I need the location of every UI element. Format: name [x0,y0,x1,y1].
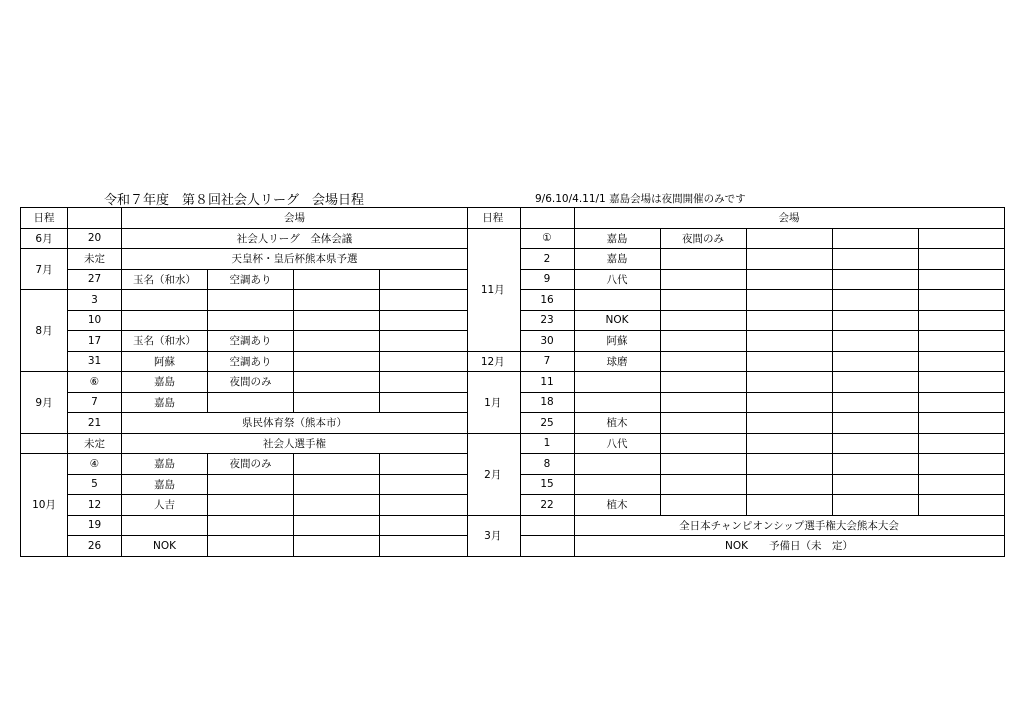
day-cell: 15 [520,474,574,495]
note-cell [660,372,746,393]
table-row [466,433,1004,454]
venue-cell [574,474,660,495]
day-cell: 5 [68,474,122,495]
table-row [466,228,1004,249]
note-cell: 空調あり [208,269,294,290]
empty-cell [832,392,918,413]
event-cell: 県民体育祭（熊本市） [122,413,468,434]
venue-cell [574,392,660,413]
table-row [466,249,1004,270]
venue-cell: 嘉島 [574,228,660,249]
note-cell [660,310,746,331]
empty-cell [380,372,468,393]
empty-cell [294,454,380,475]
empty-cell [918,290,1004,311]
empty-cell [832,331,918,352]
table-header-row [466,208,1004,229]
venue-cell: 植木 [574,413,660,434]
table-row [466,372,1004,393]
empty-cell [746,269,832,290]
month-cell: 8月 [21,290,68,372]
empty-cell [380,474,468,495]
note-cell: 夜間のみ [660,228,746,249]
day-cell: ① [520,228,574,249]
empty-cell [918,392,1004,413]
note-cell [660,249,746,270]
day-cell: 7 [68,392,122,413]
empty-cell [746,474,832,495]
empty-cell [380,351,468,372]
empty-cell [832,474,918,495]
day-cell: 1 [520,433,574,454]
venue-cell: NOK [574,310,660,331]
venue-cell: 阿蘇 [574,331,660,352]
venue-cell: 人吉 [122,495,208,516]
day-cell: 11 [520,372,574,393]
empty-cell [380,495,468,516]
venue-cell: 嘉島 [122,372,208,393]
table-row [21,474,468,495]
venue-cell [122,310,208,331]
empty-cell [294,515,380,536]
venue-cell: 玉名（和水） [122,269,208,290]
empty-cell [832,351,918,372]
note-cell [208,290,294,311]
month-cell [21,433,68,454]
col-header-venue: 会場 [574,208,1004,229]
table-row [21,413,468,434]
empty-cell [746,331,832,352]
page-title: 令和７年度 第８回社会人リーグ 会場日程 [104,193,365,208]
venue-cell: 球磨 [574,351,660,372]
empty-cell [918,433,1004,454]
day-cell: 27 [68,269,122,290]
day-cell: 30 [520,331,574,352]
empty-cell [832,495,918,516]
empty-cell [294,392,380,413]
month-cell: 11月 [466,228,520,351]
day-cell: 31 [68,351,122,372]
table-row [466,515,1004,536]
empty-cell [380,536,468,557]
venue-cell: 嘉島 [122,392,208,413]
note-cell [660,392,746,413]
event-cell: 社会人リーグ 全体会議 [122,228,468,249]
table-row [466,536,1004,557]
empty-cell [746,249,832,270]
day-cell: 20 [68,228,122,249]
empty-cell [918,413,1004,434]
table-row [21,290,468,311]
empty-cell [918,331,1004,352]
empty-cell [918,228,1004,249]
day-cell [520,515,574,536]
col-header-day [68,208,122,229]
empty-cell [746,495,832,516]
month-cell: 2月 [466,433,520,515]
table-header-row [21,208,468,229]
empty-cell [832,310,918,331]
table-row [466,392,1004,413]
table-row [466,413,1004,434]
month-cell: 6月 [21,228,68,249]
empty-cell [832,228,918,249]
empty-cell [294,310,380,331]
table-row [21,228,468,249]
note-cell [208,536,294,557]
day-cell: 2 [520,249,574,270]
empty-cell [746,454,832,475]
note-cell [208,392,294,413]
day-cell: 12 [68,495,122,516]
venue-cell: 嘉島 [122,474,208,495]
venue-cell: 嘉島 [574,249,660,270]
empty-cell [918,269,1004,290]
note-cell [660,290,746,311]
table-row [21,433,468,454]
venue-cell: 嘉島 [122,454,208,475]
empty-cell [294,474,380,495]
month-cell: 12月 [466,351,520,372]
venue-cell: 玉名（和水） [122,331,208,352]
empty-cell [746,433,832,454]
table-row [466,269,1004,290]
empty-cell [918,474,1004,495]
venue-cell: 植木 [574,495,660,516]
empty-cell [380,515,468,536]
table-row [466,310,1004,331]
venue-cell [574,454,660,475]
table-row [466,495,1004,516]
venue-cell [574,372,660,393]
note-cell [208,474,294,495]
day-cell: 16 [520,290,574,311]
venue-cell: NOK [122,536,208,557]
month-cell: 10月 [21,454,68,557]
table-row [466,351,1004,372]
empty-cell [294,290,380,311]
empty-cell [294,331,380,352]
table-row [21,269,468,290]
day-cell: 22 [520,495,574,516]
day-cell: 19 [68,515,122,536]
venue-cell [574,290,660,311]
empty-cell [832,433,918,454]
day-cell: 21 [68,413,122,434]
month-cell: 1月 [466,372,520,434]
event-cell: 社会人選手権 [122,433,468,454]
empty-cell [832,413,918,434]
col-header-venue: 会場 [122,208,468,229]
table-row [466,454,1004,475]
event-cell: 天皇杯・皇后杯熊本県予選 [122,249,468,270]
empty-cell [380,290,468,311]
empty-cell [746,228,832,249]
month-cell: 7月 [21,249,68,290]
note-cell [660,474,746,495]
empty-cell [832,290,918,311]
note-cell [660,331,746,352]
note-cell: 夜間のみ [208,372,294,393]
col-header-day [520,208,574,229]
event-cell: 全日本チャンピオンシップ選手権大会熊本大会 [574,515,1004,536]
empty-cell [746,413,832,434]
note-cell [660,351,746,372]
table-row [21,351,468,372]
empty-cell [380,269,468,290]
empty-cell [918,351,1004,372]
left-schedule-table [20,207,468,557]
day-cell: 7 [520,351,574,372]
note-cell [208,310,294,331]
table-row [466,474,1004,495]
day-cell [520,536,574,557]
col-header-schedule: 日程 [21,208,68,229]
venue-cell: 阿蘇 [122,351,208,372]
empty-cell [380,392,468,413]
event-cell: NOK 予備日（未 定） [574,536,1004,557]
empty-cell [918,310,1004,331]
empty-cell [380,310,468,331]
month-cell: 3月 [466,515,520,556]
table-row [21,454,468,475]
note-cell [660,495,746,516]
empty-cell [294,536,380,557]
note-cell [208,515,294,536]
day-cell: ⑥ [68,372,122,393]
empty-cell [294,495,380,516]
empty-cell [746,372,832,393]
empty-cell [918,495,1004,516]
table-row [21,495,468,516]
note-cell [660,433,746,454]
venue-cell: 八代 [574,433,660,454]
table-row [21,331,468,352]
empty-cell [832,249,918,270]
note-cell: 夜間のみ [208,454,294,475]
note-cell: 空調あり [208,331,294,352]
venue-cell [122,290,208,311]
empty-cell [746,392,832,413]
day-cell: 10 [68,310,122,331]
note-cell [208,495,294,516]
empty-cell [832,269,918,290]
table-row [21,515,468,536]
empty-cell [746,290,832,311]
day-cell: 9 [520,269,574,290]
venue-cell: 八代 [574,269,660,290]
empty-cell [294,372,380,393]
table-row [21,392,468,413]
empty-cell [380,331,468,352]
empty-cell [380,454,468,475]
day-cell: 未定 [68,249,122,270]
empty-cell [918,454,1004,475]
note-cell [660,269,746,290]
header-note: 9/6.10/4.11/1 嘉島会場は夜間開催のみです [535,193,746,205]
empty-cell [832,372,918,393]
day-cell: 未定 [68,433,122,454]
day-cell: 26 [68,536,122,557]
col-header-schedule: 日程 [466,208,520,229]
empty-cell [294,269,380,290]
note-cell: 空調あり [208,351,294,372]
note-cell [660,413,746,434]
empty-cell [294,351,380,372]
venue-cell [122,515,208,536]
day-cell: 25 [520,413,574,434]
table-row [21,310,468,331]
table-row [466,331,1004,352]
month-cell: 9月 [21,372,68,434]
table-row [21,372,468,393]
day-cell: ④ [68,454,122,475]
table-row [21,249,468,270]
day-cell: 8 [520,454,574,475]
empty-cell [918,372,1004,393]
table-row [466,290,1004,311]
empty-cell [832,454,918,475]
empty-cell [746,310,832,331]
note-cell [660,454,746,475]
day-cell: 23 [520,310,574,331]
empty-cell [918,249,1004,270]
day-cell: 3 [68,290,122,311]
right-schedule-table [466,207,1005,557]
empty-cell [746,351,832,372]
day-cell: 17 [68,331,122,352]
day-cell: 18 [520,392,574,413]
table-row [21,536,468,557]
